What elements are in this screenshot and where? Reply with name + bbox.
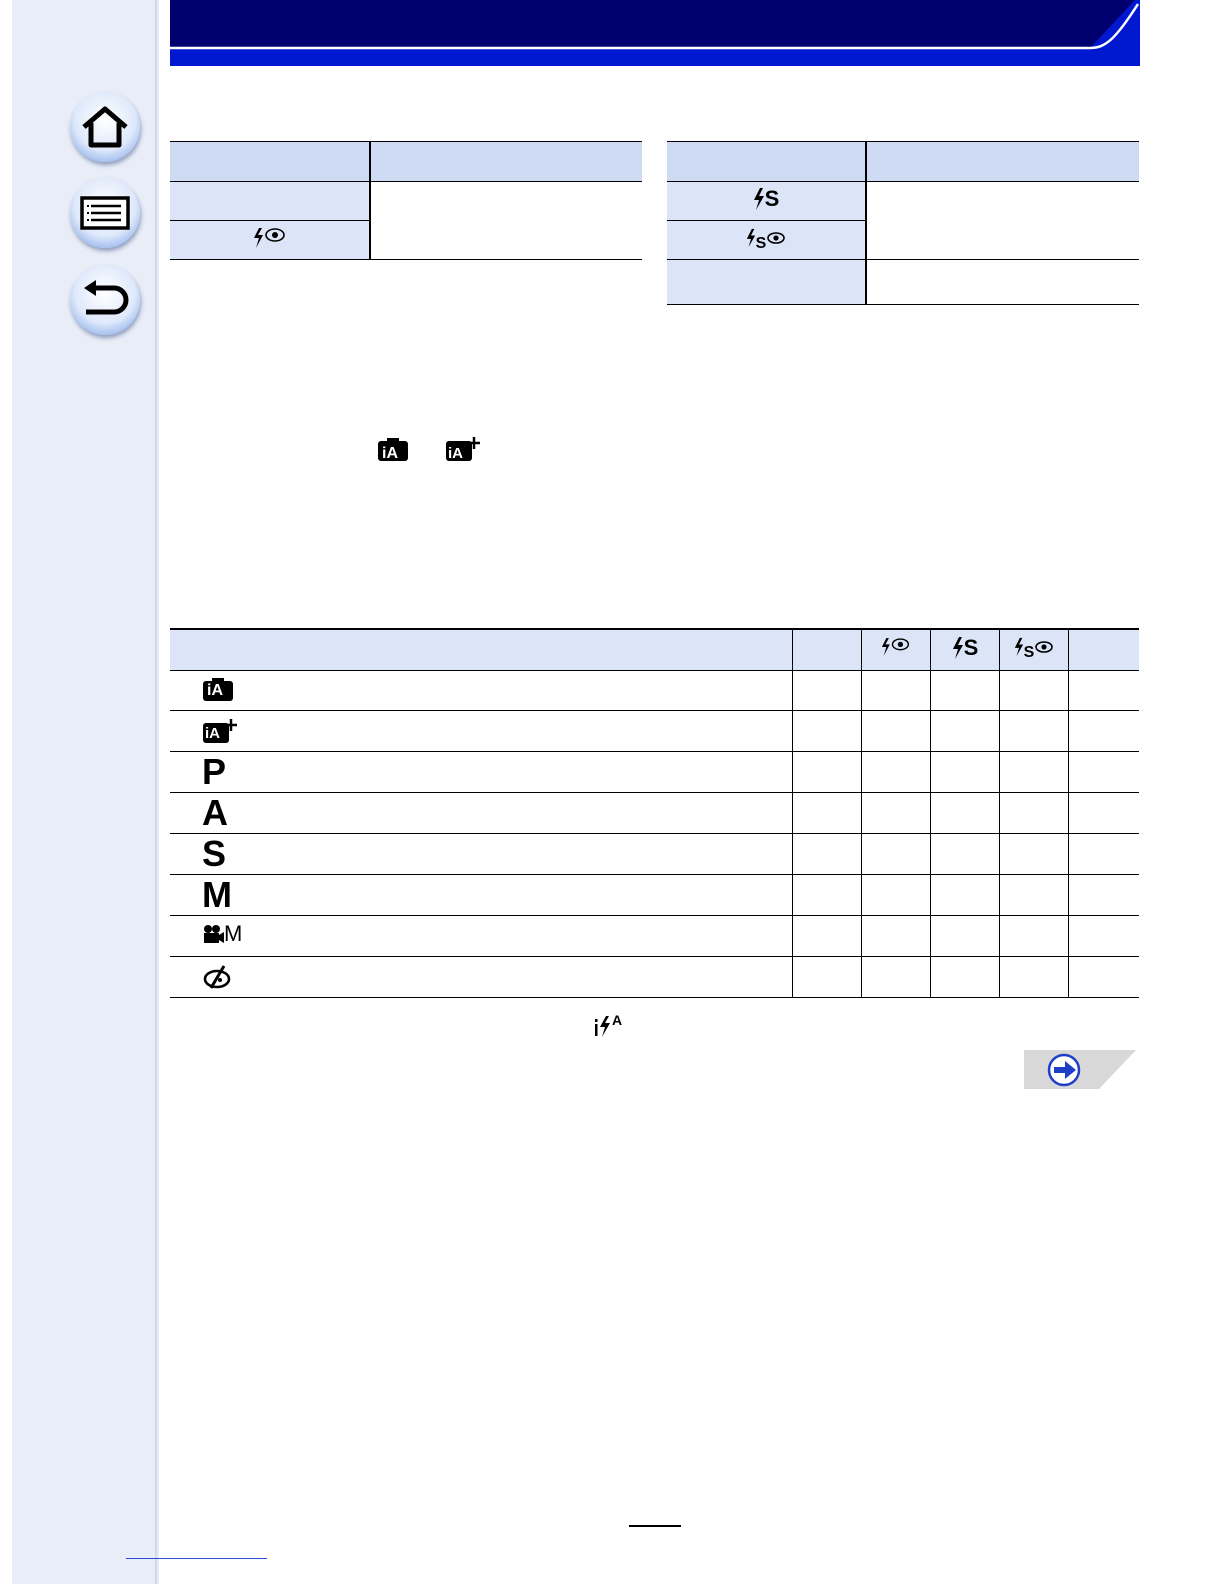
table-header-cell (862, 629, 931, 670)
table-row (170, 874, 1139, 915)
table-row (170, 751, 1139, 792)
table-cell (1069, 956, 1140, 997)
mode-label: iA (205, 724, 220, 742)
list-menu-icon (79, 195, 131, 231)
bottom-link-underline[interactable] (126, 1558, 267, 1559)
table-header-cell (170, 629, 793, 670)
table-cell (1000, 874, 1069, 915)
table-cell (1000, 915, 1069, 956)
svg-text:iA: iA (382, 445, 398, 462)
table-row-label (667, 260, 866, 305)
table-cell (931, 833, 1000, 874)
table-cell (862, 792, 931, 833)
table-cell (1069, 915, 1140, 956)
mode-cell (170, 792, 793, 833)
home-icon (80, 105, 130, 149)
table-cell (793, 710, 862, 751)
mode-cell (170, 874, 793, 915)
mode-cell (170, 956, 793, 997)
intelligent-auto-icon (202, 678, 234, 702)
back-button[interactable] (70, 265, 140, 335)
table-cell (793, 874, 862, 915)
slow-sync-label: S (764, 186, 780, 211)
mode-label: iA (207, 682, 223, 699)
table-cell (862, 751, 931, 792)
mode-cell (170, 670, 793, 710)
table-row (170, 833, 1139, 874)
table-cell (1069, 710, 1140, 751)
home-button[interactable] (70, 92, 140, 162)
table-cell (931, 915, 1000, 956)
return-arrow-icon (80, 280, 130, 320)
table-cell (793, 915, 862, 956)
table-cell (793, 792, 862, 833)
mode-label: M (224, 920, 243, 946)
mode-availability-table (170, 628, 1139, 998)
flash-slow-sync-red-eye-icon (1014, 637, 1055, 662)
table-cell (862, 833, 931, 874)
header-banner (170, 0, 1140, 66)
table-row (170, 792, 1139, 833)
table-cell (866, 182, 1139, 260)
table-header-cell (793, 629, 862, 670)
table-cell (931, 710, 1000, 751)
manual-exposure-icon: M (202, 873, 232, 915)
table-header-cell (1069, 629, 1140, 670)
table-cell (1069, 751, 1140, 792)
creative-control-icon (202, 964, 234, 990)
intelligent-auto-plus-icon (445, 436, 481, 462)
flash-slow-sync-icon (753, 186, 780, 212)
flash-red-eye-icon (881, 636, 911, 658)
table-row-label (170, 221, 370, 260)
table-cell (862, 956, 931, 997)
table-cell (1069, 670, 1140, 710)
menu-button[interactable] (70, 178, 140, 248)
table-row (170, 710, 1139, 751)
table-cell (931, 956, 1000, 997)
table-cell (1000, 710, 1069, 751)
table-row (170, 956, 1139, 997)
flash-table-left (170, 141, 642, 260)
aperture-priority-icon: A (202, 791, 228, 833)
table-header-cell (370, 142, 642, 182)
table-row-label (667, 182, 866, 221)
table-cell (1000, 792, 1069, 833)
next-page-button[interactable] (1024, 1050, 1136, 1089)
flash-auto-label: A (612, 1012, 623, 1028)
next-arrow-icon (1049, 1055, 1079, 1085)
program-ae-icon: P (202, 750, 227, 792)
table-header-cell (1000, 629, 1069, 670)
table-cell (1069, 833, 1140, 874)
table-cell (793, 956, 862, 997)
sidebar-edge (155, 0, 159, 1584)
table-cell (1000, 956, 1069, 997)
mode-cell (170, 915, 793, 956)
flash-table-right (667, 141, 1139, 305)
intelligent-flash-auto-icon (594, 1014, 622, 1038)
mode-cell (170, 751, 793, 792)
mode-cell (170, 710, 793, 751)
table-cell (862, 874, 931, 915)
table-cell (862, 710, 931, 751)
svg-text:iA: iA (448, 445, 463, 462)
table-cell (931, 874, 1000, 915)
table-cell (793, 833, 862, 874)
table-cell (370, 182, 642, 260)
intelligent-auto-plus-icon (202, 718, 238, 744)
shutter-priority-icon: S (202, 832, 227, 874)
table-cell (793, 670, 862, 710)
flash-slow-sync-icon (952, 635, 979, 661)
table-cell (1000, 670, 1069, 710)
table-cell (1069, 874, 1140, 915)
table-row (170, 670, 1139, 710)
table-cell (862, 670, 931, 710)
table-row (170, 915, 1139, 956)
table-row-label (667, 221, 866, 260)
table-cell (1000, 833, 1069, 874)
mode-cell (170, 833, 793, 874)
page-number-underline (629, 1525, 681, 1527)
table-cell (862, 915, 931, 956)
table-header-cell (170, 142, 370, 182)
creative-video-icon (202, 920, 243, 946)
table-header-cell (667, 142, 866, 182)
flash-red-eye-icon (253, 226, 287, 250)
slow-sync-red-eye-label: S (755, 234, 767, 252)
table-cell (866, 260, 1139, 305)
table-cell (931, 792, 1000, 833)
table-cell (1000, 751, 1069, 792)
intelligent-auto-icon (377, 438, 409, 462)
table-row-label (170, 182, 370, 221)
table-header-cell (931, 629, 1000, 670)
table-cell (1069, 792, 1140, 833)
table-cell (931, 670, 1000, 710)
table-header-cell (866, 142, 1139, 182)
slow-sync-label: S (963, 634, 979, 660)
slow-sync-red-eye-label: S (1023, 644, 1035, 662)
flash-slow-sync-red-eye-icon (746, 228, 787, 252)
table-cell (931, 751, 1000, 792)
table-cell (793, 751, 862, 792)
